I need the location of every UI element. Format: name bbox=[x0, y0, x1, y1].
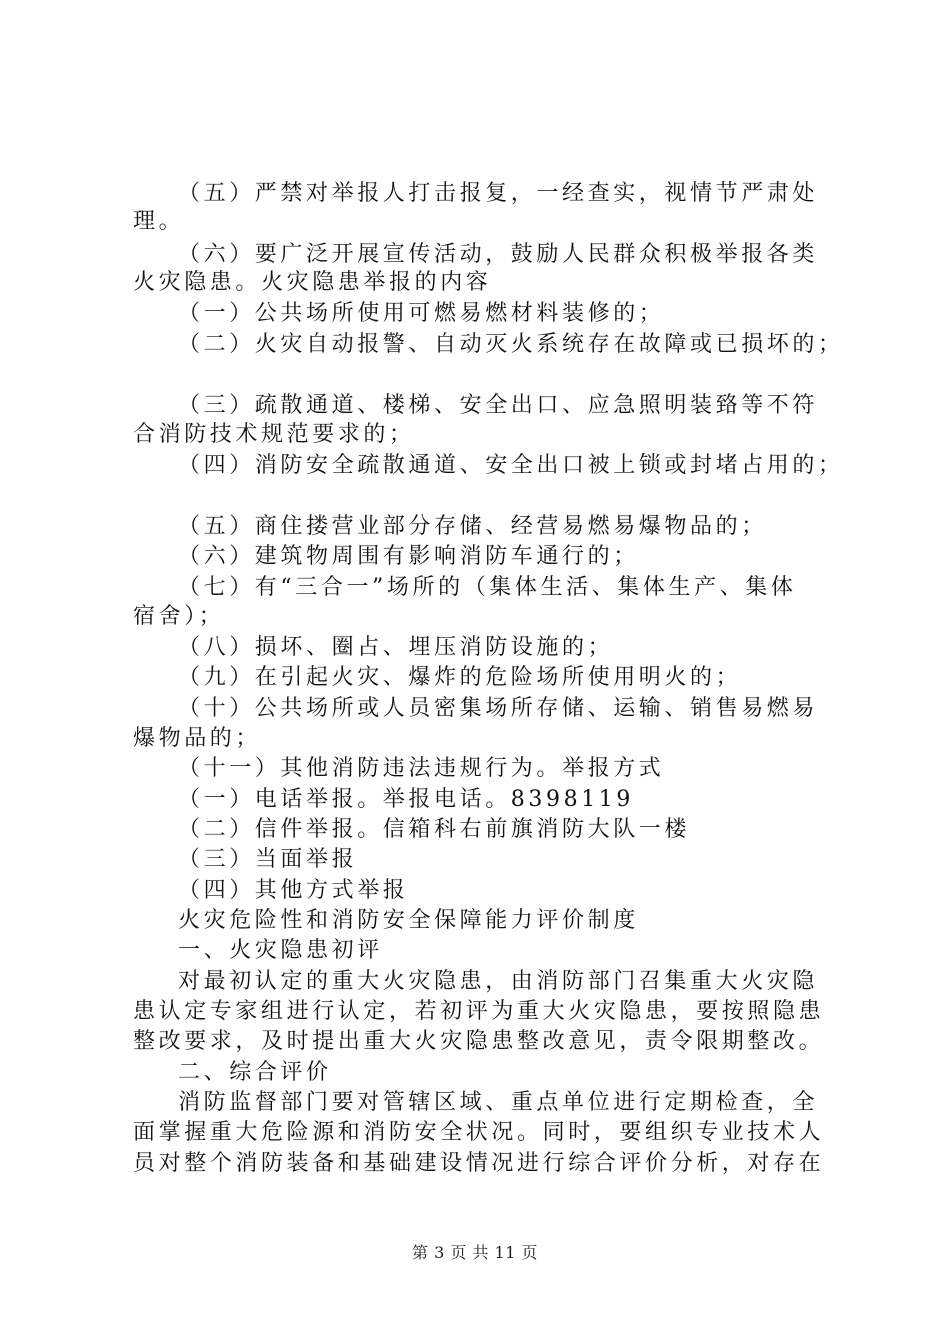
text-line: （八）损坏、圈占、埋压消防设施的； bbox=[178, 635, 614, 660]
text-line: （三）当面举报 bbox=[178, 847, 358, 872]
text-line: （九）在引起火灾、爆炸的危险场所使用明火的； bbox=[178, 665, 742, 690]
text-line: 患认定专家组进行认定，若初评为重大火灾隐患，要按照隐患 bbox=[133, 999, 825, 1024]
text-line: 宿舍）； bbox=[133, 604, 225, 629]
text-line: （三）疏散通道、楼梯、安全出口、应急照明装臵等不符 bbox=[178, 393, 819, 418]
text-line: （五）商住搂营业部分存储、经营易燃易爆物品的； bbox=[178, 514, 767, 539]
text-line: （一）电话举报。举报电话。8398119 bbox=[178, 787, 634, 812]
text-line: （六）要广泛开展宣传活动，鼓励人民群众积极举报各类 bbox=[178, 242, 819, 267]
page-number-footer: 第 3 页 共 11 页 bbox=[412, 1243, 538, 1262]
text-line: （七）有“三合一”场所的（集体生活、集体生产、集体 bbox=[178, 575, 797, 600]
text-line: 对最初认定的重大火灾隐患，由消防部门召集重大火灾隐 bbox=[178, 969, 819, 994]
text-line: 消防监督部门要对管辖区域、重点单位进行定期检查，全 bbox=[178, 1090, 819, 1115]
text-line: （二）火灾自动报警、自动灭火系统存在故障或已损坏的； bbox=[178, 332, 844, 357]
section-title: 火灾危险性和消防安全保障能力评价制度 bbox=[178, 908, 639, 933]
text-line: （一）公共场所使用可燃易燃材料装修的； bbox=[178, 301, 665, 326]
text-line: （十一）其他消防违法违规行为。举报方式 bbox=[178, 756, 665, 781]
text-line: 整改要求，及时提出重大火灾隐患整改意见，责令限期整改。 bbox=[133, 1029, 825, 1054]
text-line: 爆物品的； bbox=[133, 726, 262, 751]
text-line: 员对整个消防装备和基础建设情况进行综合评价分析，对存在 bbox=[133, 1151, 825, 1176]
section-heading: 二、综合评价 bbox=[178, 1060, 332, 1085]
text-line: （五）严禁对举报人打击报复，一经查实，视情节严肃处 bbox=[178, 181, 819, 206]
text-line: 面掌握重大危险源和消防安全状况。同时，要组织专业技术人 bbox=[133, 1120, 825, 1145]
text-line: （十）公共场所或人员密集场所存储、运输、销售易燃易 bbox=[178, 696, 819, 721]
text-line: （四）消防安全疏散通道、安全出口被上锁或封堵占用的； bbox=[178, 453, 844, 478]
text-line: （四）其他方式举报 bbox=[178, 878, 409, 903]
text-line: 火灾隐患。火灾隐患举报的内容 bbox=[133, 270, 492, 295]
section-heading: 一、火灾隐患初评 bbox=[178, 938, 383, 963]
text-line: （二）信件举报。信箱科右前旗消防大队一楼 bbox=[178, 817, 691, 842]
text-line: 理。 bbox=[133, 209, 185, 234]
text-line: 合消防技术规范要求的； bbox=[133, 422, 415, 447]
text-line: （六）建筑物周围有影响消防车通行的； bbox=[178, 544, 639, 569]
